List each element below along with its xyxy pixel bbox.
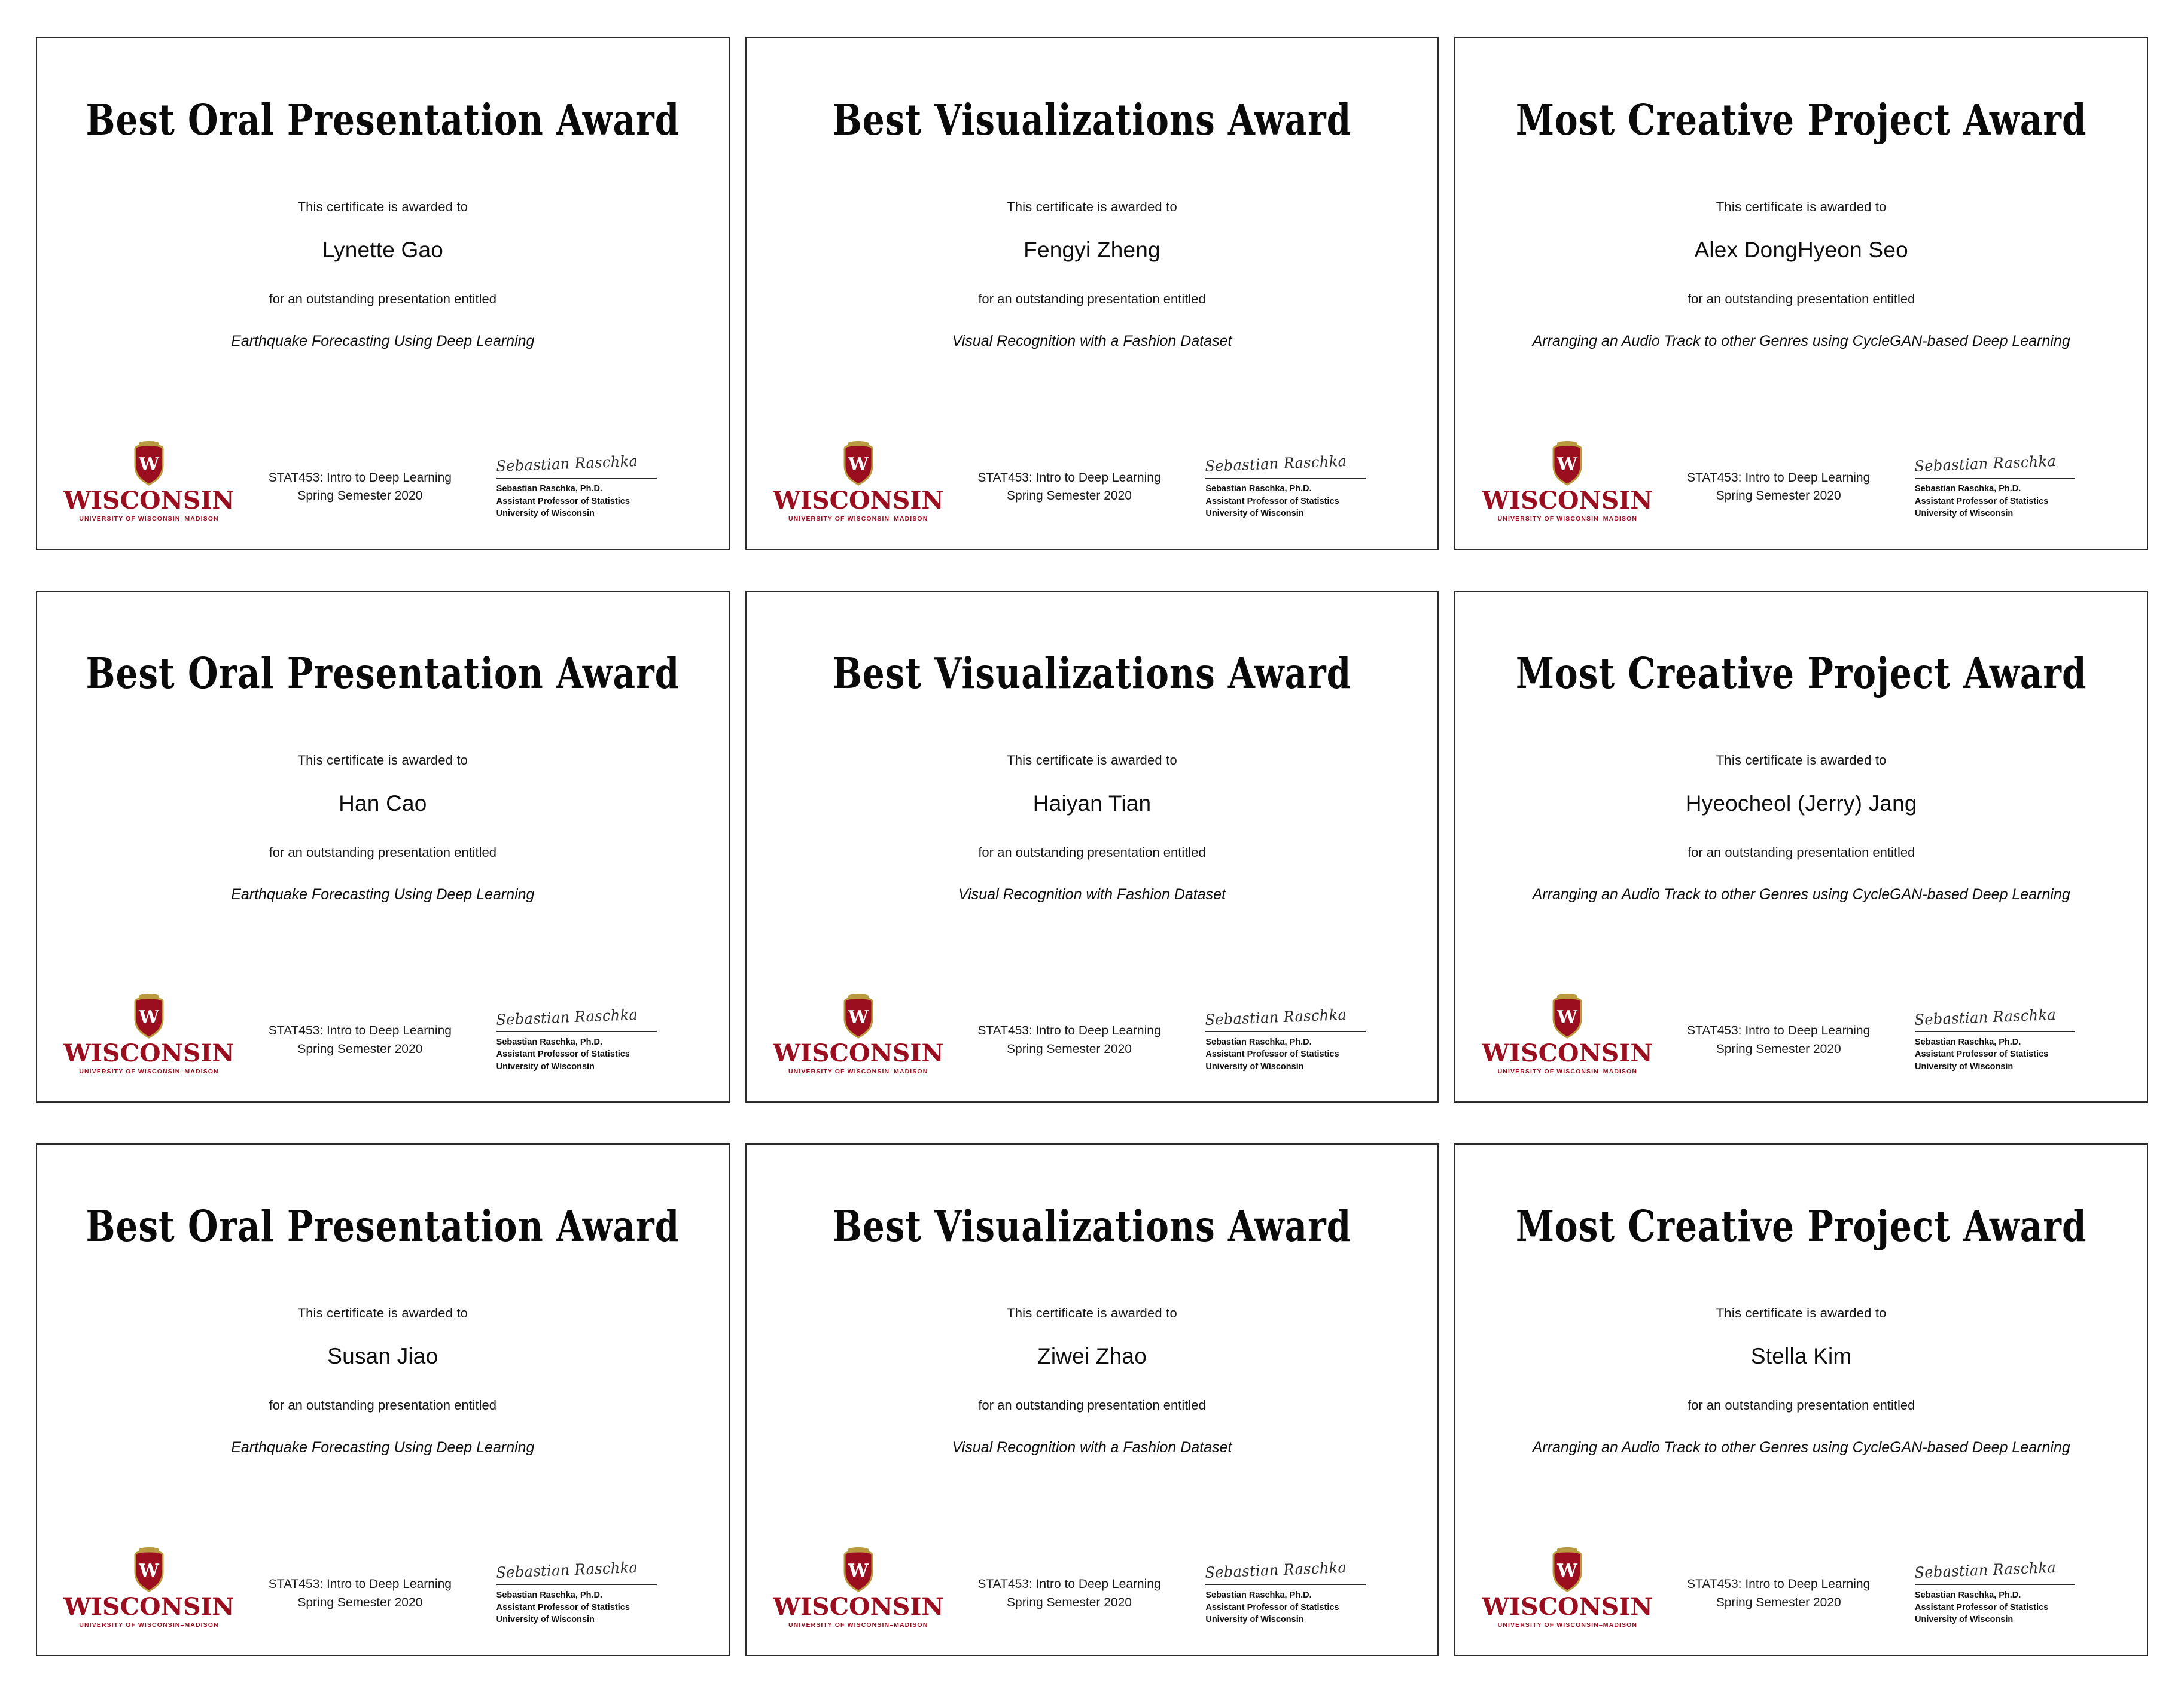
certificate-title: Best Oral Presentation Award [86,648,680,698]
entitled-label: for an outstanding presentation entitled [269,844,497,860]
svg-text:W: W [848,1007,869,1029]
wisconsin-crest-icon [1549,439,1586,487]
certificate-footer [747,439,1438,522]
svg-text:W: W [1557,1560,1578,1582]
recipient-name: Haiyan Tian [1032,790,1152,816]
recipient-name: Fengyi Zheng [1024,237,1160,262]
entitled-label: for an outstanding presentation entitled [1687,1398,1915,1413]
course-info [224,469,496,522]
university-logo [772,439,944,522]
signer-name: Sebastian Raschka, Ph.D. [1205,1590,1312,1600]
certificate-title: Best Visualizations Award [832,648,1352,698]
certificate-footer [37,992,729,1075]
svg-text:W: W [1557,454,1578,475]
signature-rule [1915,1031,2075,1032]
svg-text:W: W [1557,1007,1578,1029]
logo-subwordmark: UNIVERSITY OF WISCONSIN–MADISON [79,515,219,522]
signature-block [495,452,694,522]
course-name: STAT453: Intro to Deep Learning [268,1024,452,1038]
signer-title: Assistant Professor of Statistics [1915,1602,2049,1612]
wisconsin-crest-icon [130,1545,167,1593]
course-semester: Spring Semester 2020 [1007,1595,1132,1609]
certificate-footer [1455,992,2147,1075]
course-info [933,1022,1206,1075]
signer-name: Sebastian Raschka, Ph.D. [1205,483,1312,494]
course-name: STAT453: Intro to Deep Learning [1687,1577,1871,1592]
signature-rule [1205,478,1366,479]
entitled-label: for an outstanding presentation entitled [978,844,1206,860]
course-name: STAT453: Intro to Deep Learning [268,470,452,485]
logo-subwordmark: UNIVERSITY OF WISCONSIN–MADISON [1497,1621,1638,1629]
svg-text:W: W [848,1560,869,1582]
signature-script: Sebastian Raschka [495,452,638,475]
project-title: Arranging an Audio Track to other Genres using CycleGAN-based Deep Learning [1532,886,2070,903]
recipient-name: Alex DongHyeon Seo [1694,237,1908,262]
university-logo [63,992,234,1076]
signature-script: Sebastian Raschka [1914,1005,2057,1029]
svg-text:W: W [848,454,869,475]
signature-script: Sebastian Raschka [1205,452,1348,475]
awarded-to-label: This certificate is awarded to [297,1306,468,1321]
recipient-name: Stella Kim [1750,1344,1852,1369]
certificate-row [36,37,2148,550]
logo-subwordmark: UNIVERSITY OF WISCONSIN–MADISON [1497,515,1638,522]
entitled-label: for an outstanding presentation entitled [978,1398,1206,1413]
certificate-footer [747,1545,1438,1629]
signature-script: Sebastian Raschka [1914,1559,2057,1582]
signature-script: Sebastian Raschka [1205,1559,1348,1582]
signer-org: University of Wisconsin [496,509,595,519]
entitled-label: for an outstanding presentation entitled [1687,844,1915,860]
project-title: Visual Recognition with Fashion Dataset [958,886,1226,903]
signer-title: Assistant Professor of Statistics [1205,1049,1339,1060]
signer-title: Assistant Professor of Statistics [1205,1602,1339,1612]
signer-org: University of Wisconsin [1915,509,2014,519]
entitled-label: for an outstanding presentation entitled [978,291,1206,306]
wisconsin-crest-icon [130,439,167,487]
signer-org: University of Wisconsin [1205,1061,1304,1072]
signature-block [1205,452,1403,522]
course-semester: Spring Semester 2020 [297,1042,423,1056]
wisconsin-crest-icon [1549,1545,1586,1593]
course-info [224,1575,496,1629]
signer-org: University of Wisconsin [1205,509,1304,519]
course-info [1642,1022,1915,1075]
certificate-card [36,591,730,1103]
project-title: Earthquake Forecasting Using Deep Learning [231,332,535,349]
svg-text:W: W [139,1007,159,1029]
course-semester: Spring Semester 2020 [1716,1595,1841,1609]
signature-script: Sebastian Raschka [495,1005,638,1029]
certificate-row [36,1143,2148,1656]
logo-wordmark: WISCONSIN [63,486,234,515]
logo-wordmark: WISCONSIN [772,1593,944,1621]
wisconsin-crest-icon [840,1545,877,1593]
logo-subwordmark: UNIVERSITY OF WISCONSIN–MADISON [788,1621,928,1629]
signer-title: Assistant Professor of Statistics [1915,1049,2049,1060]
signer-name: Sebastian Raschka, Ph.D. [496,483,602,494]
certificate-title: Best Visualizations Award [832,95,1352,145]
entitled-label: for an outstanding presentation entitled [269,291,497,306]
signer-name: Sebastian Raschka, Ph.D. [1915,1590,2021,1600]
project-title: Visual Recognition with a Fashion Dataset [952,332,1232,349]
course-info [933,1575,1206,1629]
logo-subwordmark: UNIVERSITY OF WISCONSIN–MADISON [79,1621,219,1629]
awarded-to-label: This certificate is awarded to [297,199,468,214]
svg-text:W: W [139,454,159,475]
signature-rule [1915,478,2075,479]
certificate-footer [1455,1545,2147,1629]
signer-org: University of Wisconsin [1205,1615,1304,1625]
logo-subwordmark: UNIVERSITY OF WISCONSIN–MADISON [788,515,928,522]
certificate-card [745,591,1439,1103]
signature-rule [1915,1584,2075,1585]
signature-block [1914,452,2112,522]
awarded-to-label: This certificate is awarded to [1007,752,1177,768]
awarded-to-label: This certificate is awarded to [297,752,468,768]
certificate-card [745,37,1439,550]
wisconsin-crest-icon [1549,992,1586,1040]
project-title: Earthquake Forecasting Using Deep Learning [231,1439,535,1456]
signer-org: University of Wisconsin [1915,1061,2014,1072]
university-logo [1482,1545,1653,1629]
recipient-name: Lynette Gao [322,237,444,262]
svg-text:W: W [139,1560,159,1582]
logo-wordmark: WISCONSIN [1482,486,1653,515]
project-title: Arranging an Audio Track to other Genres using CycleGAN-based Deep Learning [1532,332,2070,349]
course-info [224,1022,496,1075]
signature-block [495,1559,694,1629]
course-info [933,469,1206,522]
course-info [1642,1575,1915,1629]
signer-name: Sebastian Raschka, Ph.D. [1915,483,2021,494]
signature-rule [1205,1584,1366,1585]
certificate-card [1454,591,2148,1103]
awarded-to-label: This certificate is awarded to [1716,752,1887,768]
university-logo [63,1545,234,1629]
signer-title: Assistant Professor of Statistics [1915,496,2049,506]
course-semester: Spring Semester 2020 [1716,489,1841,503]
logo-subwordmark: UNIVERSITY OF WISCONSIN–MADISON [788,1068,928,1076]
awarded-to-label: This certificate is awarded to [1716,1306,1887,1321]
course-name: STAT453: Intro to Deep Learning [1687,470,1871,485]
logo-wordmark: WISCONSIN [772,1039,944,1068]
certificate-footer [37,1545,729,1629]
project-title: Arranging an Audio Track to other Genres using CycleGAN-based Deep Learning [1532,1439,2070,1456]
university-logo [1482,992,1653,1076]
certificate-title: Most Creative Project Award [1515,1201,2087,1252]
entitled-label: for an outstanding presentation entitled [269,1398,497,1413]
course-name: STAT453: Intro to Deep Learning [977,1024,1161,1038]
project-title: Earthquake Forecasting Using Deep Learning [231,886,535,903]
university-logo [63,439,234,522]
logo-wordmark: WISCONSIN [63,1593,234,1621]
certificate-title: Most Creative Project Award [1515,648,2087,698]
entitled-label: for an outstanding presentation entitled [1687,291,1915,306]
logo-wordmark: WISCONSIN [63,1039,234,1068]
signer-org: University of Wisconsin [496,1615,595,1625]
signer-title: Assistant Professor of Statistics [496,1049,630,1060]
signature-rule [496,478,657,479]
signature-script: Sebastian Raschka [1914,452,2057,475]
wisconsin-crest-icon [130,992,167,1040]
awarded-to-label: This certificate is awarded to [1007,199,1177,214]
course-name: STAT453: Intro to Deep Learning [1687,1024,1871,1038]
signature-script: Sebastian Raschka [495,1559,638,1582]
signature-block [1205,1559,1403,1629]
certificate-card [36,1143,730,1656]
course-name: STAT453: Intro to Deep Learning [268,1577,452,1592]
certificate-title: Best Visualizations Award [832,1201,1352,1252]
certificate-card [1454,37,2148,550]
signature-rule [496,1031,657,1032]
recipient-name: Hyeocheol (Jerry) Jang [1685,790,1917,816]
signer-name: Sebastian Raschka, Ph.D. [496,1037,602,1047]
awarded-to-label: This certificate is awarded to [1716,199,1887,214]
signature-block [1914,1559,2112,1629]
course-name: STAT453: Intro to Deep Learning [977,470,1161,485]
course-semester: Spring Semester 2020 [297,489,423,503]
signer-title: Assistant Professor of Statistics [496,1602,630,1612]
signature-rule [1205,1031,1366,1032]
university-logo [772,1545,944,1629]
course-name: STAT453: Intro to Deep Learning [977,1577,1161,1592]
course-info [1642,469,1915,522]
logo-wordmark: WISCONSIN [1482,1039,1653,1068]
certificate-card [1454,1143,2148,1656]
signature-block [1914,1005,2112,1076]
signer-name: Sebastian Raschka, Ph.D. [496,1590,602,1600]
university-logo [772,992,944,1076]
certificate-footer [1455,439,2147,522]
signature-rule [496,1584,657,1585]
signature-block [1205,1005,1403,1076]
certificate-title: Most Creative Project Award [1515,95,2087,145]
recipient-name: Susan Jiao [327,1344,438,1369]
signature-script: Sebastian Raschka [1205,1005,1348,1029]
signer-org: University of Wisconsin [496,1061,595,1072]
certificate-title: Best Oral Presentation Award [86,95,680,145]
wisconsin-crest-icon [840,439,877,487]
signer-title: Assistant Professor of Statistics [496,496,630,506]
certificate-title: Best Oral Presentation Award [86,1201,680,1252]
course-semester: Spring Semester 2020 [1007,1042,1132,1056]
certificate-footer [747,992,1438,1075]
signer-name: Sebastian Raschka, Ph.D. [1915,1037,2021,1047]
logo-subwordmark: UNIVERSITY OF WISCONSIN–MADISON [79,1068,219,1076]
recipient-name: Han Cao [339,790,427,816]
logo-wordmark: WISCONSIN [1482,1593,1653,1621]
course-semester: Spring Semester 2020 [297,1595,423,1609]
signer-name: Sebastian Raschka, Ph.D. [1205,1037,1312,1047]
course-semester: Spring Semester 2020 [1007,489,1132,503]
signer-title: Assistant Professor of Statistics [1205,496,1339,506]
university-logo [1482,439,1653,522]
project-title: Visual Recognition with a Fashion Dataset [952,1439,1232,1456]
certificate-footer [37,439,729,522]
logo-wordmark: WISCONSIN [772,486,944,515]
certificate-card [745,1143,1439,1656]
signature-block [495,1005,694,1076]
recipient-name: Ziwei Zhao [1037,1344,1147,1369]
certificate-card [36,37,730,550]
certificate-row [36,591,2148,1103]
logo-subwordmark: UNIVERSITY OF WISCONSIN–MADISON [1497,1068,1638,1076]
awarded-to-label: This certificate is awarded to [1007,1306,1177,1321]
course-semester: Spring Semester 2020 [1716,1042,1841,1056]
signer-org: University of Wisconsin [1915,1615,2014,1625]
wisconsin-crest-icon [840,992,877,1040]
